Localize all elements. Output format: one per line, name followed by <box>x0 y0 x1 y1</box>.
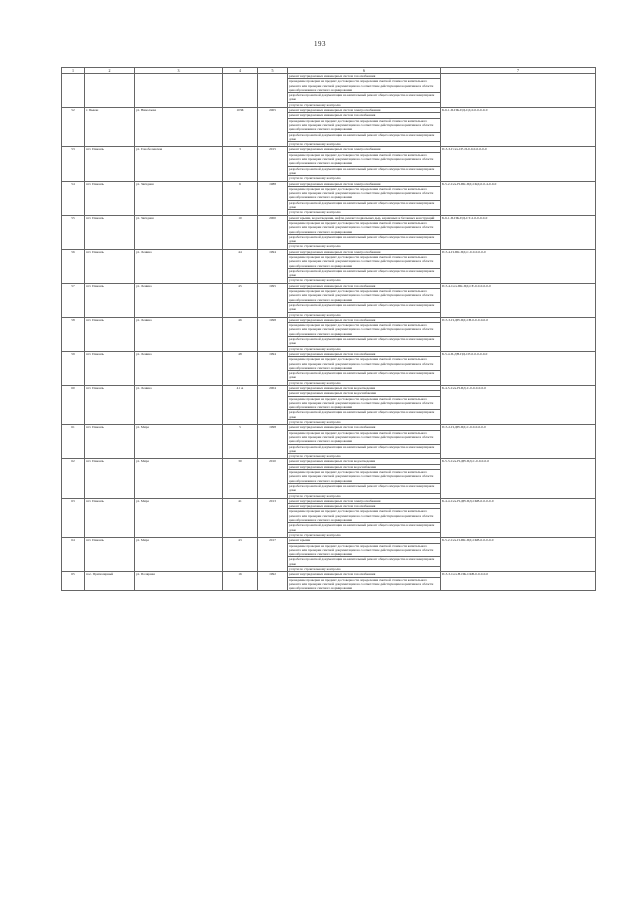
capital-repair-table <box>61 67 596 591</box>
work-item: проведение проверки на предмет достоверности определения сметной стоимости капитального ремонта или проверки сметной документации на соответствие действующим нормативам в области ценообразования и сметного нормирования <box>288 357 441 371</box>
work-item: ремонт внутридомовых инженерных систем газоснабжения <box>288 572 441 577</box>
street: ул. Полярная <box>135 572 223 591</box>
locality: пгт. Пакояль <box>85 425 135 459</box>
locality: пгт. Пакояль <box>85 459 135 498</box>
build-year: 1998 <box>258 425 288 459</box>
table-row <box>62 147 596 152</box>
building-code: Б-4-4-Сеч-Н-ДН-ПД-СКВ-0-0-0-0-0 <box>441 498 596 537</box>
row-number: 63 <box>62 498 85 537</box>
locality: пгт. Пакояль <box>85 283 135 317</box>
house-number: 3 <box>223 147 258 181</box>
street: ул. Звёздная <box>135 181 223 215</box>
work-item: услуги по строительному контролю <box>288 176 441 181</box>
work-item: ремонт внутридомовых инженерных систем газоснабжения <box>288 74 441 79</box>
row-number: 62 <box>62 459 85 498</box>
work-item: услуги по строительному контролю <box>288 566 441 571</box>
work-item: услуги по строительному контролю <box>288 420 441 425</box>
column-header-locality: 2 <box>85 68 135 74</box>
work-item: разработка проектной документации на капитальный ремонт общего имущества в многоквартирном доме <box>288 166 441 176</box>
page-number: 193 <box>314 40 326 48</box>
build-year: 1998 <box>258 317 288 351</box>
house-number: 45 <box>223 283 258 317</box>
work-item: услуги по строительному контролю <box>288 532 441 537</box>
locality: пгт. Пакояль <box>85 386 135 425</box>
work-item: услуги по строительному контролю <box>288 244 441 249</box>
street: ул. Ленина <box>135 317 223 351</box>
street: ул. Мира <box>135 538 223 572</box>
build-year: 1994 <box>258 351 288 385</box>
house-number: 41 <box>223 498 258 537</box>
row-number: 58 <box>62 317 85 351</box>
work-item: ремонт внутридомовых инженерных систем водоотведения <box>288 459 441 464</box>
work-item: ремонт внутридомовых инженерных систем электроснабжения <box>288 181 441 186</box>
continuation-num <box>62 74 85 108</box>
building-code: Б-5-2-Сеч-П-ПК-ПД-СКВ-0-0-0-0-0 <box>441 538 596 572</box>
work-item: проведение проверки на предмет достоверности определения сметной стоимости капитального ремонта или проверки сметной документации на соответствие действующим нормативам в области ценообразования и сметного нормирования <box>288 430 441 444</box>
work-item: ремонт внутридомовых инженерных систем электроснабжения <box>288 108 441 113</box>
work-item: разработка проектной документации на капитальный ремонт общего имущества в многоквартирном доме <box>288 302 441 312</box>
work-item: услуги по строительному контролю <box>288 278 441 283</box>
street: ул. Мира <box>135 459 223 498</box>
table-row <box>62 459 596 464</box>
table-row <box>62 572 596 577</box>
column-header-code: 7 <box>441 68 596 74</box>
street: ул. Ленина <box>135 249 223 283</box>
build-year: 1994 <box>258 249 288 283</box>
build-year: 2017 <box>258 538 288 572</box>
work-item: услуги по строительному контролю <box>288 454 441 459</box>
house-number: 16 <box>223 572 258 591</box>
work-item: ремонт внутридомовых инженерных систем электроснабжения <box>288 147 441 152</box>
row-number: 53 <box>62 147 85 181</box>
row-number: 61 <box>62 425 85 459</box>
work-item: ремонт внутридомовых инженерных систем газоснабжения <box>288 351 441 356</box>
table-row <box>62 425 596 430</box>
work-item: разработка проектной документации на капитальный ремонт общего имущества в многоквартирном доме <box>288 371 441 381</box>
street: ул. Ленина <box>135 386 223 425</box>
work-item: услуги по строительному контролю <box>288 380 441 385</box>
work-item: проведение проверки на предмет достоверности определения сметной стоимости капитального ремонта или проверки сметной документации на соответствие действующим нормативам в области ценообразования и сметного нормирования <box>288 118 441 132</box>
work-item: проведение проверки на предмет достоверности определения сметной стоимости капитального ремонта или проверки сметной документации на соответствие действующим нормативам в области ценообразования и сметного нормирования <box>288 220 441 234</box>
work-item: услуги по строительному контролю <box>288 346 441 351</box>
work-item: проведение проверки на предмет достоверности определения сметной стоимости капитального ремонта или проверки сметной документации на соответствие действующим нормативам в области ценообразования и сметного нормирования <box>288 79 441 93</box>
work-item: разработка проектной документации на капитальный ремонт общего имущества в многоквартирном доме <box>288 444 441 454</box>
locality: г. Пыкан <box>85 108 135 147</box>
build-year: 2000 <box>258 215 288 249</box>
locality: пгт. Пакояль <box>85 181 135 215</box>
table-row <box>62 108 596 113</box>
work-item: разработка проектной документации на капитальный ремонт общего имущества в многоквартирном доме <box>288 234 441 244</box>
building-code: П-3-3-Сеч-Н-ПК-СКВ-0-0-0-0-0 <box>441 572 596 591</box>
work-item: услуги по строительному контролю <box>288 102 441 107</box>
table-row <box>62 351 596 356</box>
work-item: проведение проверки на предмет достоверности определения сметной стоимости капитального ремонта или проверки сметной документации на соответствие действующим нормативам в области ценообразования и сметного нормирования <box>288 470 441 484</box>
column-header-year: 5 <box>258 68 288 74</box>
column-header-house: 4 <box>223 68 258 74</box>
locality: пгт. Пакояль <box>85 351 135 385</box>
row-number: 59 <box>62 351 85 385</box>
work-item: услуги по строительному контролю <box>288 142 441 147</box>
table-row <box>62 498 596 503</box>
street: ул. Мира <box>135 425 223 459</box>
row-number: 57 <box>62 283 85 317</box>
house-number: 103Б <box>223 108 258 147</box>
street: ул. Мира <box>135 498 223 537</box>
work-item: проведение проверки на предмет достоверности определения сметной стоимости капитального ремонта или проверки сметной документации на соответствие действующим нормативам в области ценообразования и сметного нормирования <box>288 289 441 303</box>
work-item: ремонт внутридомовых инженерных систем водоотведения <box>288 386 441 391</box>
work-item: ремонт внутридомовых инженерных систем газоснабжения <box>288 504 441 509</box>
work-item: проведение проверки на предмет достоверности определения сметной стоимости капитального ремонта или проверки сметной документации на соответствие действующим нормативам в области ценообразования и сметного нормирования <box>288 323 441 337</box>
work-item: проведение проверки на предмет достоверности определения сметной стоимости капитального ремонта или проверки сметной документации на соответствие действующим нормативам в области ценообразования и сметного нормирования <box>288 577 441 591</box>
work-item: ремонт внутридомовых инженерных систем газоснабжения <box>288 113 441 118</box>
table-body <box>62 74 596 591</box>
continuation-locality <box>85 74 135 108</box>
house-number: 43 <box>223 538 258 572</box>
work-item: разработка проектной документации на капитальный ремонт общего имущества в многоквартирном доме <box>288 93 441 103</box>
locality: пгт. Пакояль <box>85 249 135 283</box>
work-item: услуги по строительному контролю <box>288 312 441 317</box>
work-item: разработка проектной документации на капитальный ремонт общего имущества в многоквартирном доме <box>288 132 441 142</box>
building-code: П-5-3-П-ДН-ПД-СВ-0-0-0-0-0-0 <box>441 317 596 351</box>
build-year: 2005 <box>258 108 288 147</box>
row-number: 52 <box>62 108 85 147</box>
table-row <box>62 181 596 186</box>
work-item: разработка проектной документации на капитальный ремонт общего имущества в многоквартирном доме <box>288 337 441 347</box>
work-item: услуги по строительному контролю <box>288 210 441 215</box>
work-item: проведение проверки на предмет достоверности определения сметной стоимости капитального ремонта или проверки сметной документации на соответствие действующим нормативам в области ценообразования и сметного нормирования <box>288 396 441 410</box>
house-number: 46 <box>223 317 258 351</box>
house-number: 48 <box>223 351 258 385</box>
work-item: разработка проектной документации на капитальный ремонт общего имущества в многоквартирном доме <box>288 410 441 420</box>
locality: пгт. Пакояль <box>85 147 135 181</box>
work-item: проведение проверки на предмет достоверности определения сметной стоимости капитального ремонта или проверки сметной документации на соответствие действующим нормативам в области ценообразования и сметного нормирования <box>288 543 441 557</box>
building-code: Б-5-4-П-ДН-ПД-СЕ-0-0-0-0-0-0 <box>441 351 596 385</box>
row-number: 56 <box>62 249 85 283</box>
work-item: ремонт внутридомовых инженерных систем водоснабжения <box>288 391 441 396</box>
continuation-year <box>258 74 288 108</box>
house-number: 5 <box>223 425 258 459</box>
table-row <box>62 283 596 288</box>
building-code: П-5-4-Сеч-ПК-ПД-СЕ-0-0-0-0-0-0 <box>441 283 596 317</box>
column-header-number: 1 <box>62 68 85 74</box>
work-item: проведение проверки на предмет достоверности определения сметной стоимости капитального ремонта или проверки сметной документации на соответствие действующим нормативам в области ценообразования и сметного нормирования <box>288 254 441 268</box>
house-number: 41 А <box>223 386 258 425</box>
work-item: услуги по строительному контролю <box>288 493 441 498</box>
row-number: 65 <box>62 572 85 591</box>
table-row <box>62 317 596 322</box>
row-number: 55 <box>62 215 85 249</box>
work-item: проведение проверки на предмет достоверности определения сметной стоимости капитального ремонта или проверки сметной документации на соответствие действующим нормативам в области ценообразования и сметного нормирования <box>288 509 441 523</box>
work-item: ремонт внутридомовых инженерных систем водоснабжения <box>288 464 441 469</box>
work-item: ремонт крыши <box>288 538 441 543</box>
work-item: ремонт внутридомовых инженерных систем газоснабжения <box>288 317 441 322</box>
row-number: 54 <box>62 181 85 215</box>
building-code: П-5-2-П-ДН-ПД-С-0-0-0-0-0-0 <box>441 425 596 459</box>
building-code: П-3-3-Гсеч-СЕ-П-0-0-0-0-0-0-0 <box>441 147 596 181</box>
column-header-street: 3 <box>135 68 223 74</box>
work-item: ремонт внутридомовых инженерных систем газоснабжения <box>288 283 441 288</box>
work-item: разработка проектной документации на капитальный ремонт общего имущества в многоквартирном доме <box>288 268 441 278</box>
build-year: 2004 <box>258 386 288 425</box>
street: ул. Ленина <box>135 283 223 317</box>
work-item: разработка проектной документации на капитальный ремонт общего имущества в многоквартирном доме <box>288 557 441 567</box>
work-item: разработка проектной документации на капитальный ремонт общего имущества в многоквартирном доме <box>288 483 441 493</box>
work-item: ремонт внутридомовых инженерных систем электроснабжения <box>288 249 441 254</box>
street: ул. Гоноболевская <box>135 147 223 181</box>
building-code: Б-5-3-Сеч-Н-ДН-ПД-С-0-0-0-0-0 <box>441 459 596 498</box>
build-year: 2010 <box>258 459 288 498</box>
building-code: П-5-4-П-ПК-ПД-С-0-0-0-0-0-0 <box>441 249 596 283</box>
table-row <box>62 249 596 254</box>
street: ул. Николаева <box>135 108 223 147</box>
continuation-code <box>441 74 596 108</box>
street: ул. Звёздная <box>135 215 223 249</box>
build-year: 2015 <box>258 147 288 181</box>
work-item: ремонт крыши, водоотведения, нефти, ремонт подвальных дыр, карнизных и бетонных конструкций <box>288 215 441 220</box>
table-row <box>62 386 596 391</box>
row-number: 64 <box>62 538 85 572</box>
locality: пгт. Пакояль <box>85 215 135 249</box>
street: ул. Ленина <box>135 351 223 385</box>
build-year: 1992 <box>258 572 288 591</box>
locality: пос. Приполярный <box>85 572 135 591</box>
locality: пгт. Пакояль <box>85 498 135 537</box>
house-number: 10 <box>223 215 258 249</box>
build-year: 1988 <box>258 181 288 215</box>
continuation-house <box>223 74 258 108</box>
house-number: 44 <box>223 249 258 283</box>
locality: пгт. Пакояль <box>85 538 135 572</box>
column-header-works: 6 <box>288 68 441 74</box>
work-item: разработка проектной документации на капитальный ремонт общего имущества в многоквартирном доме <box>288 523 441 533</box>
building-code: Б-4-5-Сеч-Н-ПД-С-0-0-0-0-0-0 <box>441 386 596 425</box>
work-item: проведение проверки на предмет достоверности определения сметной стоимости капитального ремонта или проверки сметной документации на соответствие действующим нормативам в области ценообразования и сметного нормирования <box>288 186 441 200</box>
table-row <box>62 215 596 220</box>
house-number: 30 <box>223 459 258 498</box>
work-item: ремонт внутридомовых инженерных систем газоснабжения <box>288 425 441 430</box>
locality: пгт. Пакояль <box>85 317 135 351</box>
build-year: 1995 <box>258 283 288 317</box>
work-item: разработка проектной документации на капитальный ремонт общего имущества в многоквартирном доме <box>288 200 441 210</box>
building-code: Б-5-2-Сеч-Н-ПК-ПД-СКД-0-0-4-0-0-0 <box>441 181 596 215</box>
building-code: Б-6-1-П-ПК-ПД-СТ-2-0-0-0-0-0 <box>441 215 596 249</box>
work-item: ремонт внутридомовых инженерных систем электроснабжения <box>288 498 441 503</box>
row-number: 60 <box>62 386 85 425</box>
work-item: проведение проверки на предмет достоверности определения сметной стоимости капитального ремонта или проверки сметной документации на соответствие действующим нормативам в области ценообразования и сметного нормирования <box>288 152 441 166</box>
building-code: Б-6-1-П-ПК-ПД-СД-0-0-0-0-0-0 <box>441 108 596 147</box>
table-row <box>62 74 596 79</box>
house-number: 6 <box>223 181 258 215</box>
build-year: 2013 <box>258 498 288 537</box>
continuation-street <box>135 74 223 108</box>
